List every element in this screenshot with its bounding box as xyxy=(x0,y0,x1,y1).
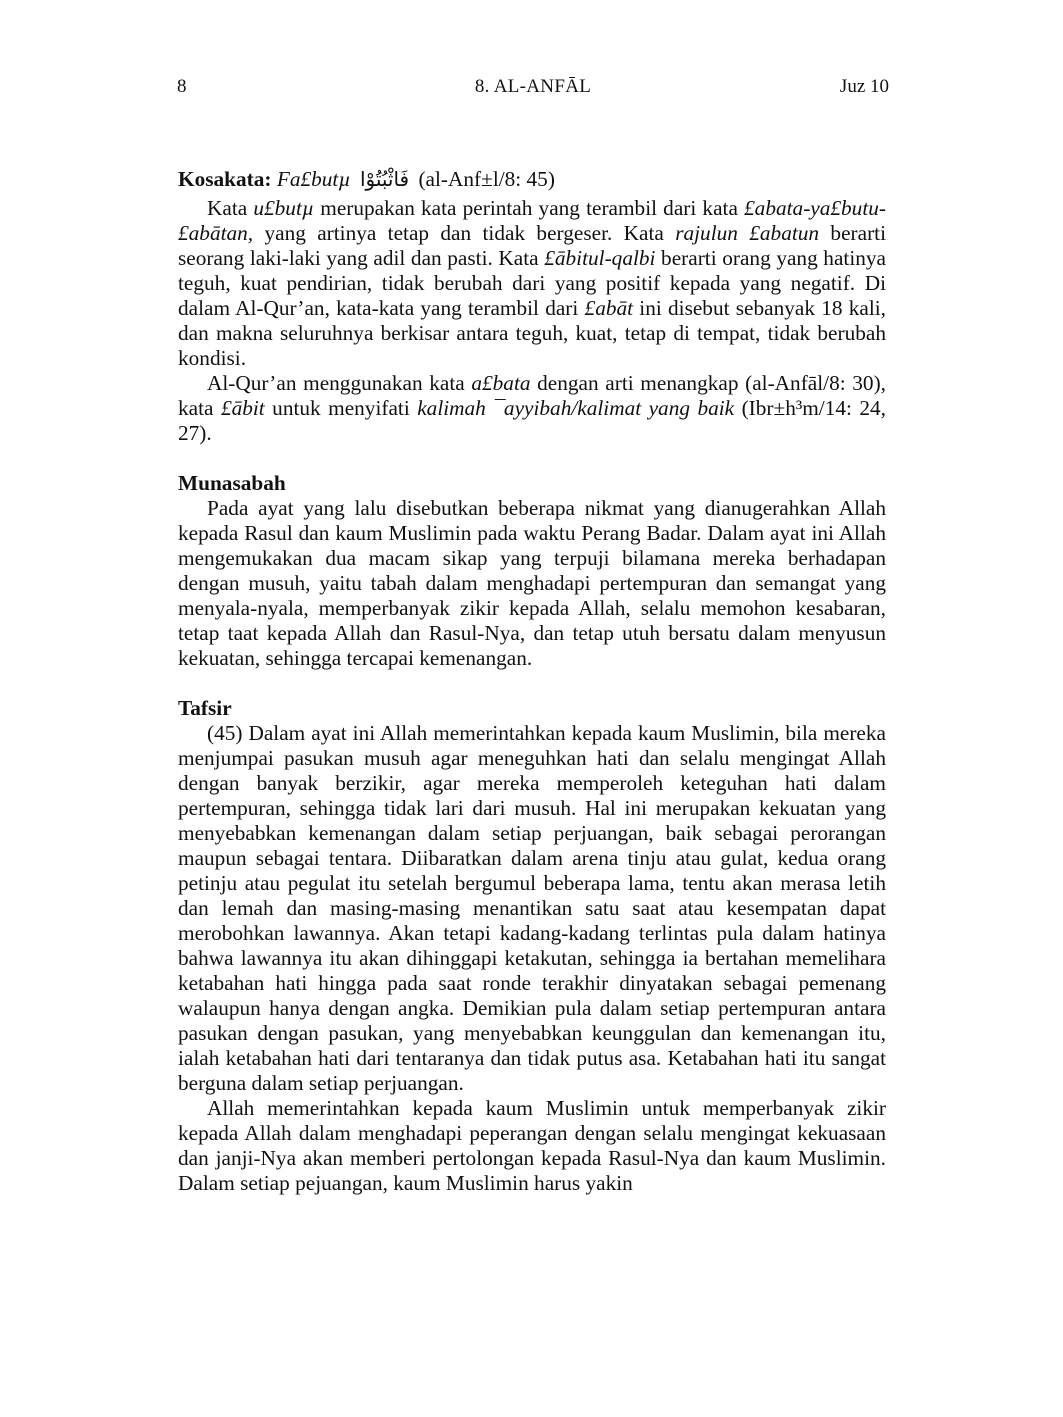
kosakata-term: Fa£butµ xyxy=(276,167,351,191)
kosakata-label: Kosakata: xyxy=(178,167,272,191)
kosakata-reference: (al-Anf±l/8: 45) xyxy=(418,167,555,191)
tafsir-paragraph-2: Allah memerintahkan kepada kaum Muslimin untuk memperbanyak zikir kepada Allah dalam menghadapi peperangan dengan selalu mengingat kekuasaan dan janji-Nya akan memberi pertolongan kepada Rasul-Nya dan kaum Muslimin. Dalam setiap pejuangan, kaum Muslimin harus yakin xyxy=(178,1096,886,1195)
munasabah-heading: Munasabah xyxy=(178,471,286,495)
tafsir-heading: Tafsir xyxy=(178,696,232,720)
kosakata-heading xyxy=(178,167,886,192)
juz-label: Juz 10 xyxy=(839,76,889,97)
page-body xyxy=(178,167,886,1196)
running-header xyxy=(177,76,889,102)
page-number: 8 xyxy=(177,76,187,97)
kosakata-arabic: فَاثْبُتُوْا xyxy=(359,167,410,191)
section-spacer xyxy=(178,671,886,696)
tafsir-paragraph-1: (45) Dalam ayat ini Allah memerintahkan kepada kaum Muslimin, bila mereka menjumpai pasukan musuh agar meneguhkan hati dan selalu mengingat Allah dengan banyak berzikir, agar mereka memperoleh keteguhan hati dalam pertempuran, sehingga tidak lari dari musuh. Hal ini merupakan kekuatan yang menyebabkan kemenangan dalam setiap perjuangan, baik sebagai perorangan maupun sebagai tentara. Diibaratkan dalam arena tinju atau gulat, kedua orang petinju atau pegulat itu setelah bergumul beberapa lama, tentu akan merasa letih dan lemah dan masing-masing menantikan satu saat atau kesempatan dapat merobohkan lawannya. Akan tetapi kadang-kadang terlintas pula dalam hatinya bahwa lawannya itu akan dihinggapi ketakutan, sehingga ia bertahan memelihara ketabahan hati hingga pada saat ronde terakhir dinyatakan sebagai pemenang walaupun hanya dengan angka. Demikian pula dalam setiap pertempuran antara pasukan dengan pasukan, yang menyebabkan keunggulan dan kemenangan itu, ialah ketabahan hati dari tentaranya dan tidak putus asa. Ketabahan hati itu sangat berguna dalam setiap perjuangan. xyxy=(178,721,886,1095)
kosakata-paragraph-1: Kata u£butµ merupakan kata perintah yang terambil dari kata £abata-ya£butu-£abātan, yang artinya tetap dan tidak bergeser. Kata rajulun £abatun berarti seorang laki-laki yang adil dan pasti. Kata £ābitul-qalbi berarti orang yang hatinya teguh, kuat pendirian, tidak berubah dari yang positif kepada yang negatif. Di dalam Al-Qur’an, kata-kata yang terambil dari £abāt ini disebut sebanyak 18 kali, dan makna seluruhnya berkisar antara teguh, kuat, tetap di tempat, tidak berubah kondisi. xyxy=(178,196,886,370)
kosakata-paragraph-2: Al-Qur’an menggunakan kata a£bata dengan arti menangkap (al-Anfāl/8: 30), kata £ābit untuk menyifati kalimah ¯ayyibah/kalimat yang baik (Ibr±h³m/14: 24, 27). xyxy=(178,371,887,445)
chapter-title: 8. AL-ANFĀL xyxy=(474,76,592,97)
munasabah-paragraph: Pada ayat yang lalu disebutkan beberapa nikmat yang dianugerahkan Allah kepada Rasul dan kaum Muslimin pada waktu Perang Badar. Dalam ayat ini Allah mengemukakan dua macam sikap yang terpuji bilamana mereka berhadapan dengan musuh, yaitu tabah dalam menghadapi pertempuran dan semangat yang menyala-nyala, memperbanyak zikir kepada Allah, selalu memohon kesabaran, tetap taat kepada Allah dan Rasul-Nya, dan tetap utuh bersatu dalam menyusun kekuatan, sehingga tercapai kemenangan. xyxy=(178,496,886,670)
section-spacer xyxy=(178,446,886,471)
